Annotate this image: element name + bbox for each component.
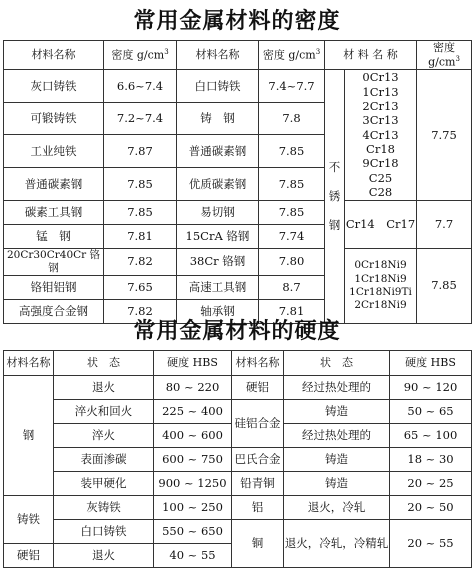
material-cell: 优质碳素钢 — [177, 167, 259, 200]
table-row — [4, 376, 472, 400]
table-row — [4, 520, 472, 544]
density-value: 7.81 — [104, 224, 177, 248]
table-row — [4, 248, 472, 275]
material-cell: 铸 钢 — [177, 102, 259, 135]
density-value: 7.82 — [104, 299, 177, 323]
density-value: 7.87 — [104, 135, 177, 168]
header-density-1: 密度 $g/cm^3$ — [104, 41, 177, 70]
state-cell: 经过热处理的 — [284, 376, 390, 400]
material-cell: 白口铸铁 — [177, 70, 259, 103]
density-table — [3, 40, 472, 324]
table-row — [4, 70, 472, 103]
material-cell: 硬铝 — [232, 376, 284, 400]
material-cell: 铬钼铝钢 — [4, 275, 104, 299]
stainless-density-1: 7.75 — [417, 70, 472, 200]
material-cell: 灰口铸铁 — [4, 70, 104, 103]
material-cell: 普通碳素钢 — [4, 167, 104, 200]
stainless-label: 不 锈 钢 — [325, 70, 345, 324]
material-cell: 38Cr 铬钢 — [177, 248, 259, 275]
header-material-3: 材 料 名 称 — [325, 41, 417, 70]
material-cell: 巴氏合金 — [232, 448, 284, 472]
table-row — [4, 448, 472, 472]
hardness-value: 20 ~ 55 — [390, 520, 472, 568]
density-value: 7.85 — [259, 167, 325, 200]
state-cell: 灰铸铁 — [54, 496, 154, 520]
material-cell: 碳素工具钢 — [4, 200, 104, 224]
material-cell: 铝 — [232, 496, 284, 520]
material-cell: 工业纯铁 — [4, 135, 104, 168]
hardness-value: 20 ~ 25 — [390, 472, 472, 496]
material-cell: 高强度合金钢 — [4, 299, 104, 323]
material-cell: 轴承钢 — [177, 299, 259, 323]
header-material-1: 材料名称 — [4, 41, 104, 70]
header-state-2: 状 态 — [284, 351, 390, 376]
state-cell: 装甲硬化 — [54, 472, 154, 496]
stainless-grades-2: Cr14 Cr17 — [345, 200, 417, 248]
density-value: 7.8 — [259, 102, 325, 135]
state-cell: 退火 — [54, 376, 154, 400]
hardness-table — [3, 350, 472, 568]
density-value: 6.6~7.4 — [104, 70, 177, 103]
material-cell: 硅铝合金 — [232, 400, 284, 448]
header-density-2: 密度 $g/cm^3$ — [259, 41, 325, 70]
hardness-value: 40 ~ 55 — [154, 544, 232, 568]
density-value: 7.82 — [104, 248, 177, 275]
hardness-header-row — [4, 351, 472, 376]
header-density-3: 密度 $g/cm^3$ — [417, 41, 472, 70]
hardness-value: 65 ~ 100 — [390, 424, 472, 448]
state-cell: 白口铸铁 — [54, 520, 154, 544]
density-value: 7.85 — [104, 167, 177, 200]
density-value: 8.7 — [259, 275, 325, 299]
hardness-value: 20 ~ 50 — [390, 496, 472, 520]
density-value: 7.4~7.7 — [259, 70, 325, 103]
material-cell: 普通碳素钢 — [177, 135, 259, 168]
header-material-1: 材料名称 — [4, 351, 54, 376]
stainless-grades-1: 0Cr13 1Cr13 2Cr13 3Cr13 4Cr13 Cr18 9Cr18 C25 C28 — [345, 70, 417, 200]
material-cell: 15CrA 铬钢 — [177, 224, 259, 248]
stainless-density-3: 7.85 — [417, 248, 472, 323]
material-cell: 易切钢 — [177, 200, 259, 224]
header-state-1: 状 态 — [54, 351, 154, 376]
state-cell: 退火 — [54, 544, 154, 568]
material-cell: 可锻铸铁 — [4, 102, 104, 135]
state-cell: 表面渗碳 — [54, 448, 154, 472]
density-value: 7.85 — [259, 135, 325, 168]
hardness-value: 50 ~ 65 — [390, 400, 472, 424]
material-cell: 铜 — [232, 520, 284, 568]
steel-label: 钢 — [4, 376, 54, 496]
state-cell: 经过热处理的 — [284, 424, 390, 448]
hardness-value: 225 ~ 400 — [154, 400, 232, 424]
hardness-value: 100 ~ 250 — [154, 496, 232, 520]
state-cell: 铸造 — [284, 472, 390, 496]
hardness-value: 400 ~ 600 — [154, 424, 232, 448]
table-row — [4, 200, 472, 224]
material-cell: 锰 钢 — [4, 224, 104, 248]
density-title: 常用金属材料的密度 — [133, 8, 341, 34]
material-cell: 铅青铜 — [232, 472, 284, 496]
state-cell: 铸造 — [284, 448, 390, 472]
density-value: 7.80 — [259, 248, 325, 275]
table-row — [4, 496, 472, 520]
table-row — [4, 472, 472, 496]
duralumin-label: 硬铝 — [4, 544, 54, 568]
density-header-row — [4, 41, 472, 70]
hardness-title: 常用金属材料的硬度 — [133, 318, 341, 344]
state-cell: 退火，冷轧，冷精轧 — [284, 520, 390, 568]
state-cell: 淬火和回火 — [54, 400, 154, 424]
hardness-value: 900 ~ 1250 — [154, 472, 232, 496]
hardness-value: 90 ~ 120 — [390, 376, 472, 400]
hardness-value: 80 ~ 220 — [154, 376, 232, 400]
density-value: 7.74 — [259, 224, 325, 248]
density-value: 7.85 — [104, 200, 177, 224]
density-value: 7.2~7.4 — [104, 102, 177, 135]
cast-iron-label: 铸铁 — [4, 496, 54, 544]
table-row — [4, 400, 472, 424]
state-cell: 铸造 — [284, 400, 390, 424]
header-material-2: 材料名称 — [232, 351, 284, 376]
density-value: 7.85 — [259, 200, 325, 224]
stainless-grades-3: 0Cr18Ni9 1Cr18Ni9 1Cr18Ni9Ti 2Cr18Ni9 — [345, 248, 417, 323]
state-cell: 淬火 — [54, 424, 154, 448]
header-material-2: 材料名称 — [177, 41, 259, 70]
hardness-value: 18 ~ 30 — [390, 448, 472, 472]
stainless-density-2: 7.7 — [417, 200, 472, 248]
material-cell: 20Cr30Cr40Cr 铬钢 — [4, 248, 104, 275]
hardness-value: 600 ~ 750 — [154, 448, 232, 472]
material-cell: 高速工具钢 — [177, 275, 259, 299]
header-hardness-2: 硬度 HBS — [390, 351, 472, 376]
density-value: 7.81 — [259, 299, 325, 323]
hardness-value: 550 ~ 650 — [154, 520, 232, 544]
density-value: 7.65 — [104, 275, 177, 299]
header-hardness-1: 硬度 HBS — [154, 351, 232, 376]
state-cell: 退火，冷轧 — [284, 496, 390, 520]
